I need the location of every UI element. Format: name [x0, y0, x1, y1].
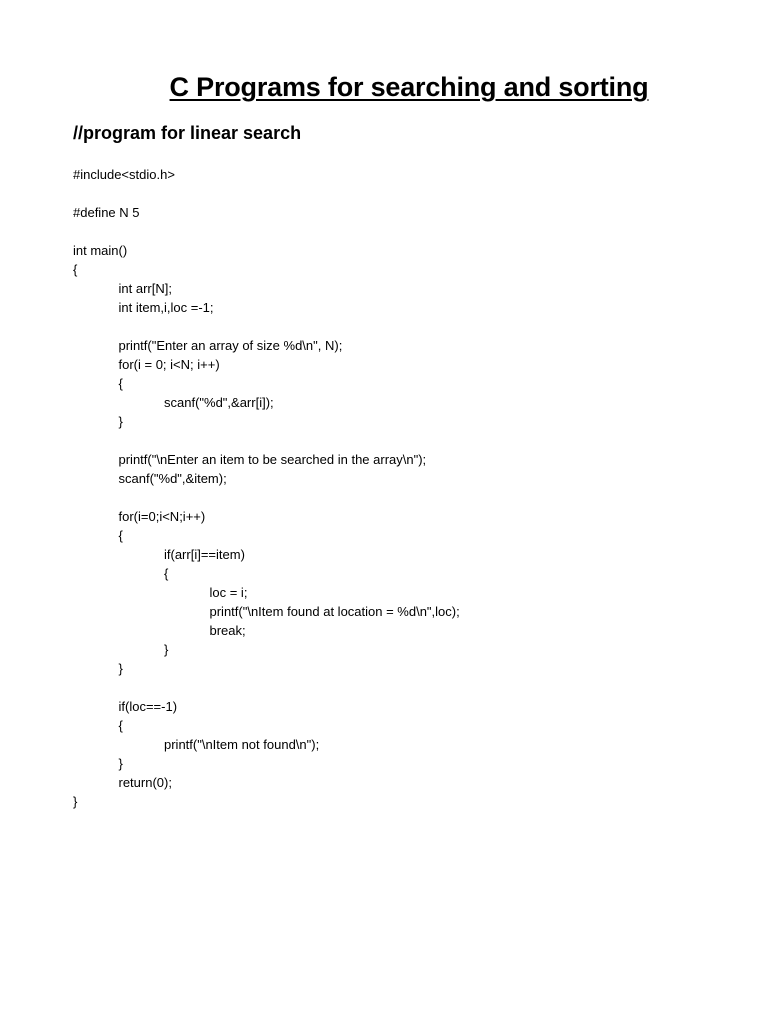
code-line: printf("\nItem found at location = %d\n",loc);	[209, 604, 460, 619]
code-line: return(0);	[118, 775, 172, 790]
code-line: printf("Enter an array of size %d\n", N);	[118, 338, 343, 353]
code-line: {	[118, 528, 123, 543]
page-title: C Programs for searching and sorting	[169, 72, 649, 102]
code-blank-line	[73, 488, 460, 507]
code-line: #define N 5	[73, 205, 140, 220]
code-blank-line	[73, 317, 460, 336]
code-line: loc = i;	[209, 585, 248, 600]
code-line: }	[118, 661, 123, 676]
code-line: int arr[N];	[118, 281, 172, 296]
code-line: {	[73, 262, 78, 277]
code-line: for(i=0;i<N;i++)	[118, 509, 206, 524]
code-line: }	[118, 756, 123, 771]
code-line: #include<stdio.h>	[73, 167, 175, 182]
code-blank-line	[73, 184, 460, 203]
code-line: if(loc==-1)	[118, 699, 178, 714]
code-line: }	[164, 642, 169, 657]
section-heading: //program for linear search	[73, 123, 302, 143]
code-line: }	[118, 414, 123, 429]
code-line: for(i = 0; i<N; i++)	[118, 357, 220, 372]
code-line: {	[118, 718, 123, 733]
code-line: printf("\nItem not found\n");	[164, 737, 320, 752]
code-line: int main()	[73, 243, 128, 258]
code-line: printf("\nEnter an item to be searched in the array\n");	[118, 452, 427, 467]
code-line: scanf("%d",&arr[i]);	[164, 395, 274, 410]
code-line: }	[73, 794, 78, 809]
code-blank-line	[73, 222, 460, 241]
code-blank-line	[73, 678, 460, 697]
code-line: scanf("%d",&item);	[118, 471, 227, 486]
code-listing	[73, 165, 460, 811]
code-blank-line	[73, 431, 460, 450]
code-line: int item,i,loc =-1;	[118, 300, 214, 315]
code-line: if(arr[i]==item)	[164, 547, 245, 562]
code-line: break;	[209, 623, 246, 638]
code-line: {	[118, 376, 123, 391]
code-line: {	[164, 566, 169, 581]
